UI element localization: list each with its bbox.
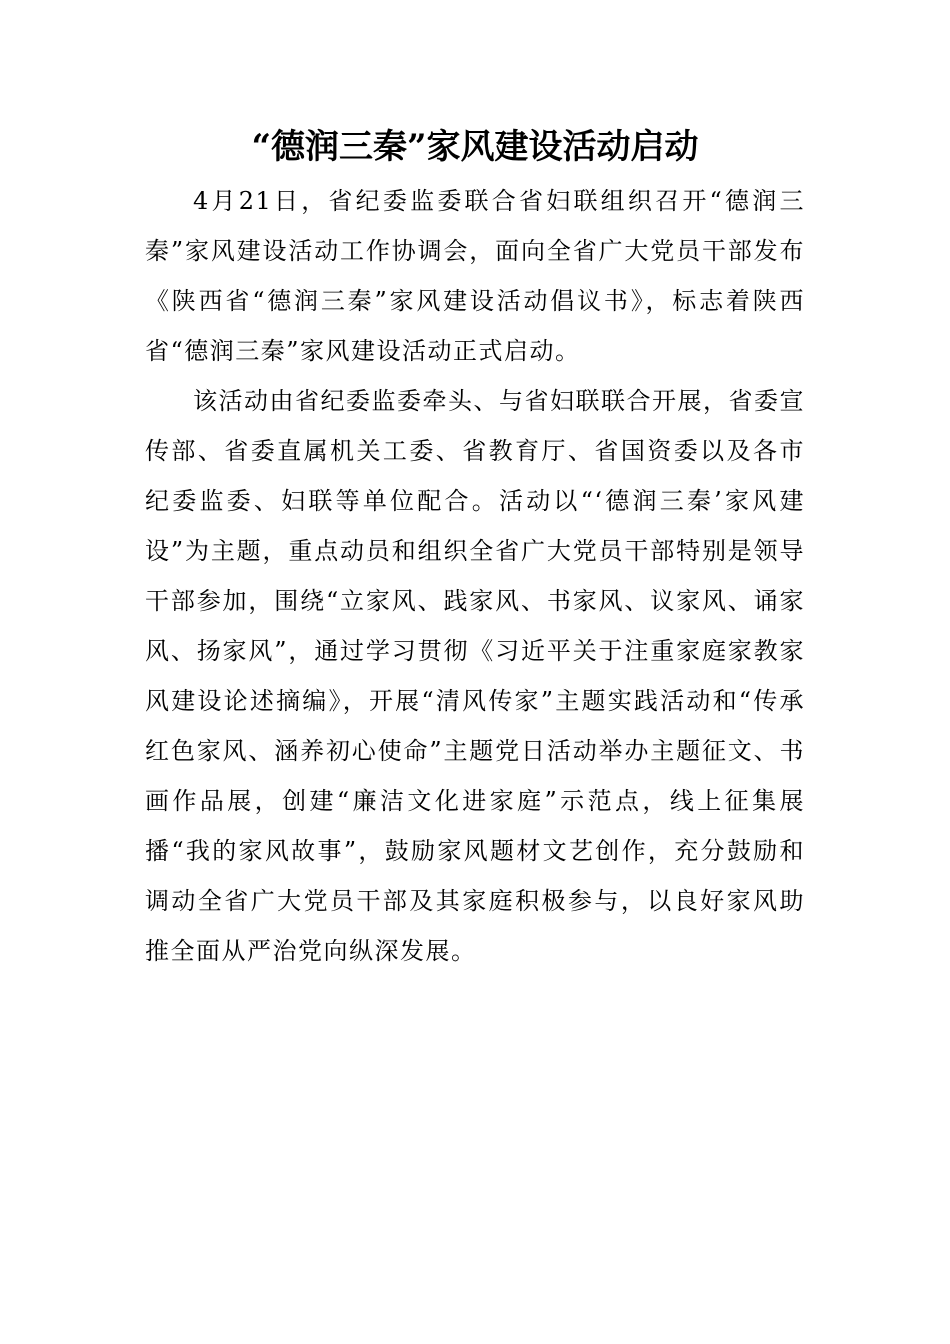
paragraph-1: 4月21日，省纪委监委联合省妇联组织召开“德润三秦”家风建设活动工作协调会，面向全省广大党员干部发布《陕西省“德润三秦”家风建设活动倡议书》，标志着陕西省“德润三秦”家风建设活动正式启动。 bbox=[145, 187, 805, 365]
document-title: “德润三秦”家风建设活动启动 bbox=[251, 127, 699, 167]
document-body bbox=[145, 176, 805, 976]
paragraph-2: 该活动由省纪委监委牵头、与省妇联联合开展，省委宣传部、省委直属机关工委、省教育厅、省国资委以及各市纪委监委、妇联等单位配合。活动以“‘德润三秦’家风建设”为主题，重点动员和组织全省广大党员干部特别是领导干部参加，围绕“立家风、践家风、书家风、议家风、诵家风、扬家风”，通过学习贯彻《习近平关于注重家庭家教家风建设论述摘编》，开展“清风传家”主题实践活动和“传承红色家风、涵养初心使命”主题党日活动举办主题征文、书画作品展，创建“廉洁文化进家庭”示范点，线上征集展播“我的家风故事”，鼓励家风题材文艺创作，充分鼓励和调动全省广大党员干部及其家庭积极参与，以良好家风助推全面从严治党向纵深发展。 bbox=[145, 387, 805, 965]
